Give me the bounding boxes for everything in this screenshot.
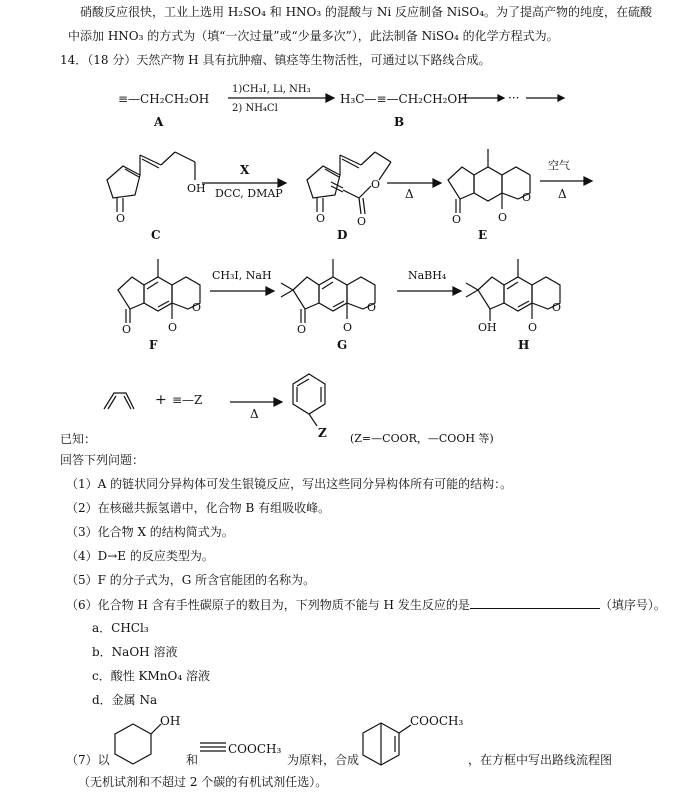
- reagent-e-to-f-bottom: Δ: [558, 187, 567, 201]
- q7-line-2: （无机试剂和不超过 2 个碳的有机试剂任选）。: [78, 775, 328, 789]
- known-alkyne-reagent: ≡—Z: [172, 393, 203, 407]
- intro-line-2: 中添加 HNO₃ 的方式为（填“一次过量”或“少量多次”），此法制备 NiSO₄ 的化学方程式为。: [68, 29, 559, 43]
- q7-alkyne: [200, 740, 230, 754]
- svg-text:O: O: [452, 213, 462, 226]
- h-oh-text: OH: [478, 321, 497, 334]
- ellipsis: ···: [508, 91, 520, 105]
- q7-oh-label: OH: [160, 714, 181, 728]
- known-delta: Δ: [250, 407, 259, 421]
- structure-g: [285, 245, 395, 335]
- known-product-z: Z: [318, 426, 327, 440]
- option-c: c．酸性 KMnO₄ 溶液: [92, 669, 210, 683]
- reagent-g-to-h: NaBH₄: [408, 269, 447, 282]
- label-c: C: [151, 228, 161, 242]
- question-3: （3）化合物 X 的结构简式为。: [66, 525, 234, 539]
- structure-e: [440, 135, 550, 225]
- question-6-suffix: （填序号）。: [599, 598, 666, 612]
- q7-bicyclic-product: [355, 715, 415, 775]
- known-diene: [100, 385, 150, 415]
- svg-text:O: O: [297, 323, 307, 336]
- reaction-arrow-f-to-g: [208, 283, 278, 299]
- option-d: d．金属 Na: [92, 693, 158, 707]
- label-h: H: [518, 338, 530, 352]
- reagent-c-to-d-top: X: [240, 163, 250, 177]
- reaction-arrow-g-to-h: [395, 283, 465, 299]
- label-f: F: [149, 338, 158, 352]
- reagent-e-to-f-top: 空气: [548, 159, 570, 172]
- label-d: D: [337, 228, 348, 242]
- reagent-a-to-b-bottom: 2) NH₄Cl: [232, 103, 278, 114]
- svg-text:O: O: [122, 323, 132, 336]
- svg-text:O: O: [343, 321, 353, 334]
- question-6: [66, 596, 666, 613]
- svg-text:O: O: [316, 212, 326, 225]
- svg-text:O: O: [367, 301, 377, 314]
- svg-text:O: O: [192, 301, 202, 314]
- q7-product-label: COOCH₃: [410, 714, 464, 728]
- structure-c: [95, 140, 215, 230]
- structure-h: [470, 245, 580, 335]
- known-note: (Z=—COOR，—COOH 等): [350, 432, 494, 445]
- known-product: [285, 370, 335, 430]
- question-6-text: （6）化合物 H 含有手性碳原子的数目为，下列物质不能与 H 发生反应的是: [66, 598, 470, 612]
- intro-line-1: 硝酸反应很快，工业上选用 H₂SO₄ 和 HNO₃ 的混酸与 Ni 反应制备 NiSO₄。为了提高产物的纯度，在硫酸: [80, 5, 653, 19]
- compound-a-formula: ≡—CH₂CH₂OH: [118, 92, 210, 106]
- question-5: （5）F 的分子式为，G 所含官能团的名称为。: [66, 573, 316, 587]
- compound-b-formula: H₃C—≡—CH₂CH₂OH: [340, 92, 468, 106]
- q7-and: 和: [186, 753, 199, 767]
- reaction-arrow-e-to-f: [538, 173, 598, 189]
- reagent-c-to-d-bottom: DCC, DMAP: [215, 187, 283, 200]
- question-7-prefix: （7）以: [66, 753, 110, 767]
- svg-text:O: O: [522, 191, 532, 204]
- reagent-f-to-g: CH₃I, NaH: [212, 269, 272, 282]
- option-a: a．CHCl₃: [92, 621, 149, 635]
- label-b: B: [394, 115, 405, 129]
- label-e: E: [478, 228, 488, 242]
- svg-text:O: O: [528, 321, 538, 334]
- option-b: b．NaOH 溶液: [92, 645, 178, 659]
- structure-f: [110, 245, 220, 335]
- svg-text:O: O: [168, 321, 178, 334]
- known-label: 已知：: [60, 432, 97, 446]
- q7-suffix: ，在方框中写出路线流程图: [468, 753, 613, 767]
- q7-middle: 为原料，合成: [287, 753, 360, 767]
- known-plus: +: [155, 392, 167, 408]
- answer-prompt: 回答下列问题：: [60, 453, 145, 467]
- svg-text:OH: OH: [187, 182, 206, 195]
- reagent-a-to-b-top: 1)CH₃I, Li, NH₃: [232, 84, 311, 95]
- question-6-answer-blank[interactable]: [470, 596, 600, 609]
- reagent-d-to-e: Δ: [405, 187, 414, 201]
- q7-ester-label: COOCH₃: [228, 742, 282, 756]
- svg-text:O: O: [357, 215, 367, 228]
- svg-text:O: O: [116, 212, 126, 225]
- svg-text:O: O: [371, 178, 381, 191]
- reaction-arrow-d-to-e: [385, 175, 445, 191]
- question-1: （1）A 的链状同分异构体可发生银镜反应，写出这些同分异构体所有可能的结构：。: [66, 477, 513, 491]
- svg-text:O: O: [552, 301, 562, 314]
- question-4: （4）D→E 的反应类型为。: [66, 549, 214, 563]
- label-g: G: [337, 338, 348, 352]
- svg-text:O: O: [498, 211, 508, 224]
- question-2: （2）在核磁共振氢谱中，化合物 B 有组吸收峰。: [66, 501, 331, 515]
- question-14-header: 14．（18 分）天然产物 H 具有抗肿瘤、镇痉等生物活性，可通过以下路线合成。: [60, 53, 491, 67]
- label-a: A: [154, 115, 164, 129]
